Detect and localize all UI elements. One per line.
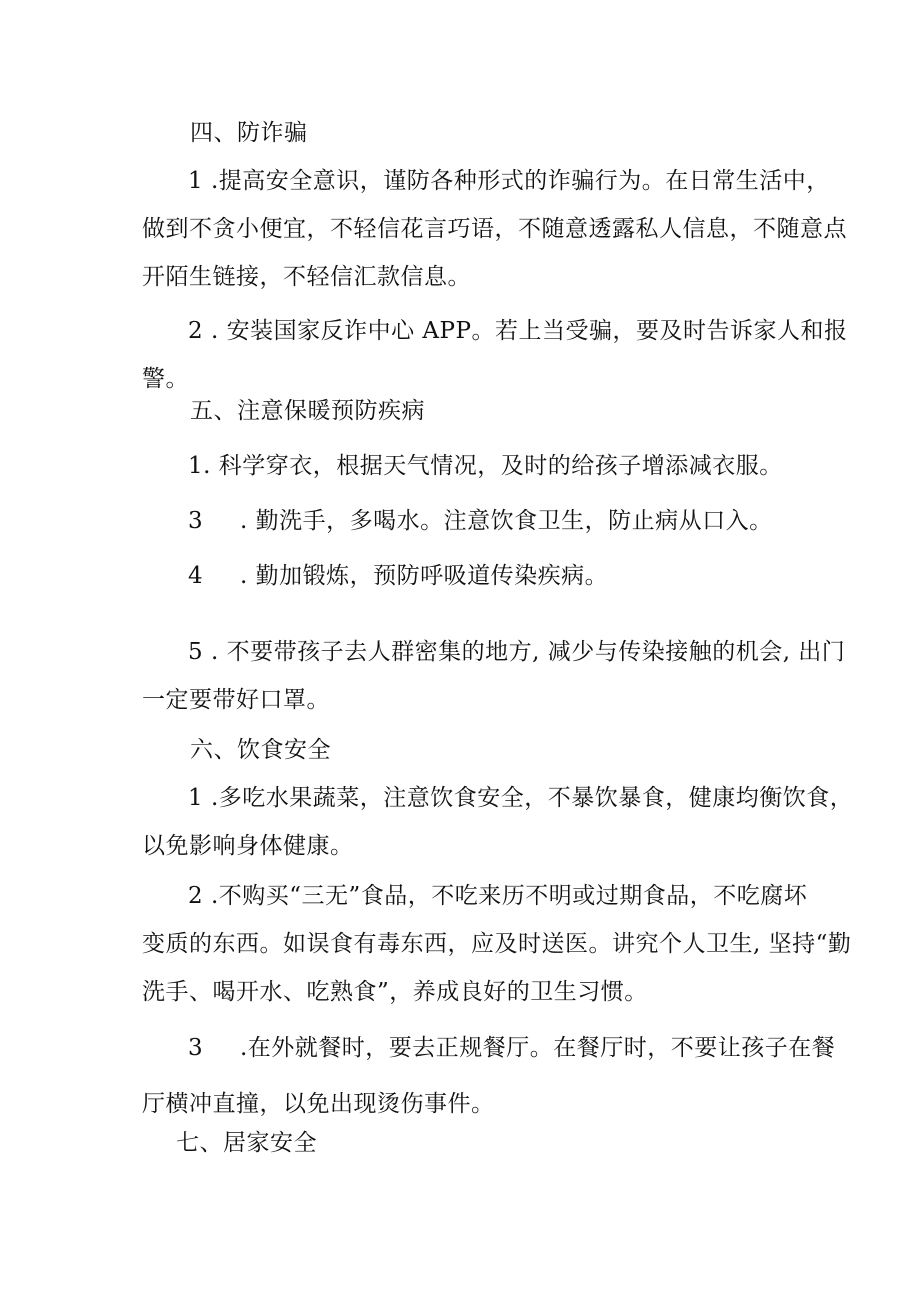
paragraph-line: 厅横冲直撞，以免出现烫伤事件。 <box>142 1091 495 1117</box>
paragraph-line: 2 .不购买“三无”食品，不吃来历不明或过期食品，不吃腐坏 <box>188 883 808 909</box>
list-number: 4 <box>188 563 203 589</box>
paragraph-line: 变质的东西。如误食有毒东西，应及时送医。讲究个人卫生, 坚持“勤 <box>142 931 852 957</box>
paragraph-line: 开陌生链接，不轻信汇款信息。 <box>142 264 471 290</box>
paragraph-line: 5 . 不要带孩子去人群密集的地方, 减少与传染接触的机会, 出门 <box>188 639 846 665</box>
list-number: 3 <box>188 1035 203 1061</box>
paragraph-line: . 勤洗手，多喝水。注意饮食卫生，防止病从口入。 <box>240 508 773 534</box>
paragraph-line: .在外就餐时，要去正规餐厅。在餐厅时，不要让孩子在餐 <box>240 1035 836 1061</box>
paragraph-line: 以免影响身体健康。 <box>142 833 354 859</box>
paragraph-line: 1 .多吃水果蔬菜，注意饮食安全，不暴饮暴食，健康均衡饮食， <box>188 785 854 811</box>
section-heading-home-safety: 七、居家安全 <box>176 1130 317 1156</box>
paragraph-line: 洗手、喝开水、吃熟食”，养成良好的卫生习惯。 <box>142 979 648 1005</box>
list-number: 3 <box>188 508 203 534</box>
paragraph-line: . 勤加锻炼，预防呼吸道传染疾病。 <box>240 563 609 589</box>
section-heading-anti-fraud: 四、防诈骗 <box>190 120 308 146</box>
paragraph-line: 做到不贪小便宜，不轻信花言巧语，不随意透露私人信息，不随意点 <box>142 216 847 242</box>
paragraph-line: 一定要带好口罩。 <box>142 687 330 713</box>
paragraph-line: 1. 科学穿衣，根据天气情况，及时的给孩子增添减衣服。 <box>188 453 783 479</box>
section-heading-food-safety: 六、饮食安全 <box>190 737 331 763</box>
paragraph-line: 警。 <box>142 366 189 392</box>
section-heading-disease-prevention: 五、注意保暖预防疾病 <box>190 398 425 424</box>
paragraph-line: 1 .提高安全意识，谨防各种形式的诈骗行为。在日常生活中， <box>188 168 830 194</box>
paragraph-line: 2 . 安装国家反诈中心 APP。若上当受骗，要及时告诉家人和报 <box>188 318 848 344</box>
